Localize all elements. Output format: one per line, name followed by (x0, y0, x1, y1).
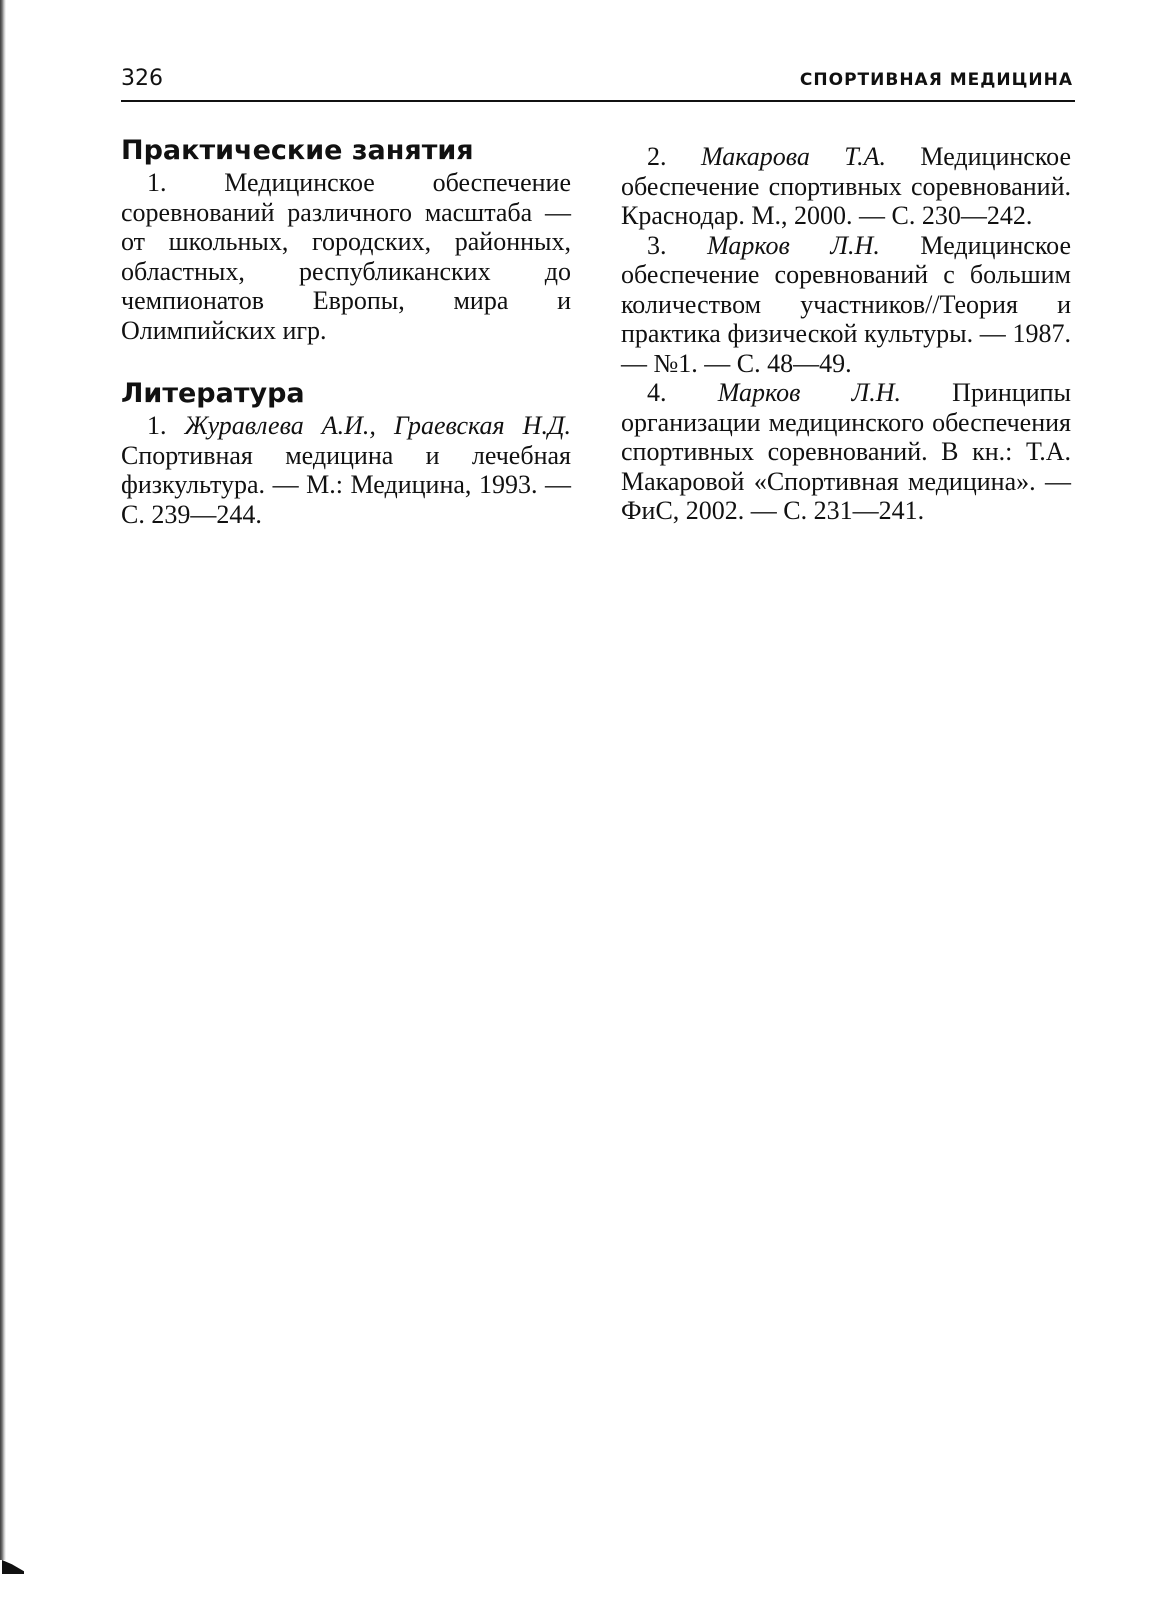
reference-details: Медицинское обеспечение спортивных соревнований. Краснодар. М., 2000. — С. 230—242. (621, 142, 1071, 230)
reference-authors: Журавлева А.И., Граевская Н.Д. (184, 411, 572, 440)
literature-heading: Литература (121, 378, 305, 409)
reference-details: Спортивная медицина и лечебная физкультура. — М.: Медицина, 1993. — С. 239—244. (121, 440, 571, 529)
reference-item-1 (121, 411, 571, 529)
page-number: 326 (121, 66, 163, 91)
scan-edge (0, 0, 6, 1560)
reference-item-2 (621, 142, 1071, 231)
running-title: СПОРТИВНАЯ МЕДИЦИНА (799, 70, 1073, 90)
page-header (121, 66, 1075, 102)
practical-heading: Практические занятия (121, 135, 474, 166)
reference-authors: Марков Л.Н. (717, 378, 901, 407)
reference-number: 3. (647, 230, 708, 260)
reference-item-4 (621, 378, 1071, 526)
reference-details: Принципы организации медицинского обеспечения спортивных соревнований. В кн.: Т.А. Макаровой «Спортивная медицина». — ФиС, 2002. — С. 231—241. (621, 378, 1071, 525)
reference-number: 1. (147, 411, 185, 440)
reference-number: 4. (647, 378, 718, 407)
reference-number: 2. (647, 142, 701, 171)
practical-item: 1. Медицинское обеспечение соревнований различного масштаба — от школьных, городских, районных, областных, республиканских до чемпионатов Европы, мира и Олимпийских игр. (121, 168, 571, 345)
reference-item-3 (621, 231, 1071, 379)
reference-details: Медицинское обеспечение соревнований с большим количеством участников//Теория и практика физической культуры. — 1987. — №1. — С. 48—49. (621, 230, 1071, 378)
reference-authors: Макарова Т.А. (700, 142, 886, 171)
right-column (621, 142, 1071, 526)
left-column (121, 134, 571, 529)
scan-corner-mark (2, 1560, 24, 1574)
reference-authors: Марков Л.Н. (707, 230, 880, 260)
